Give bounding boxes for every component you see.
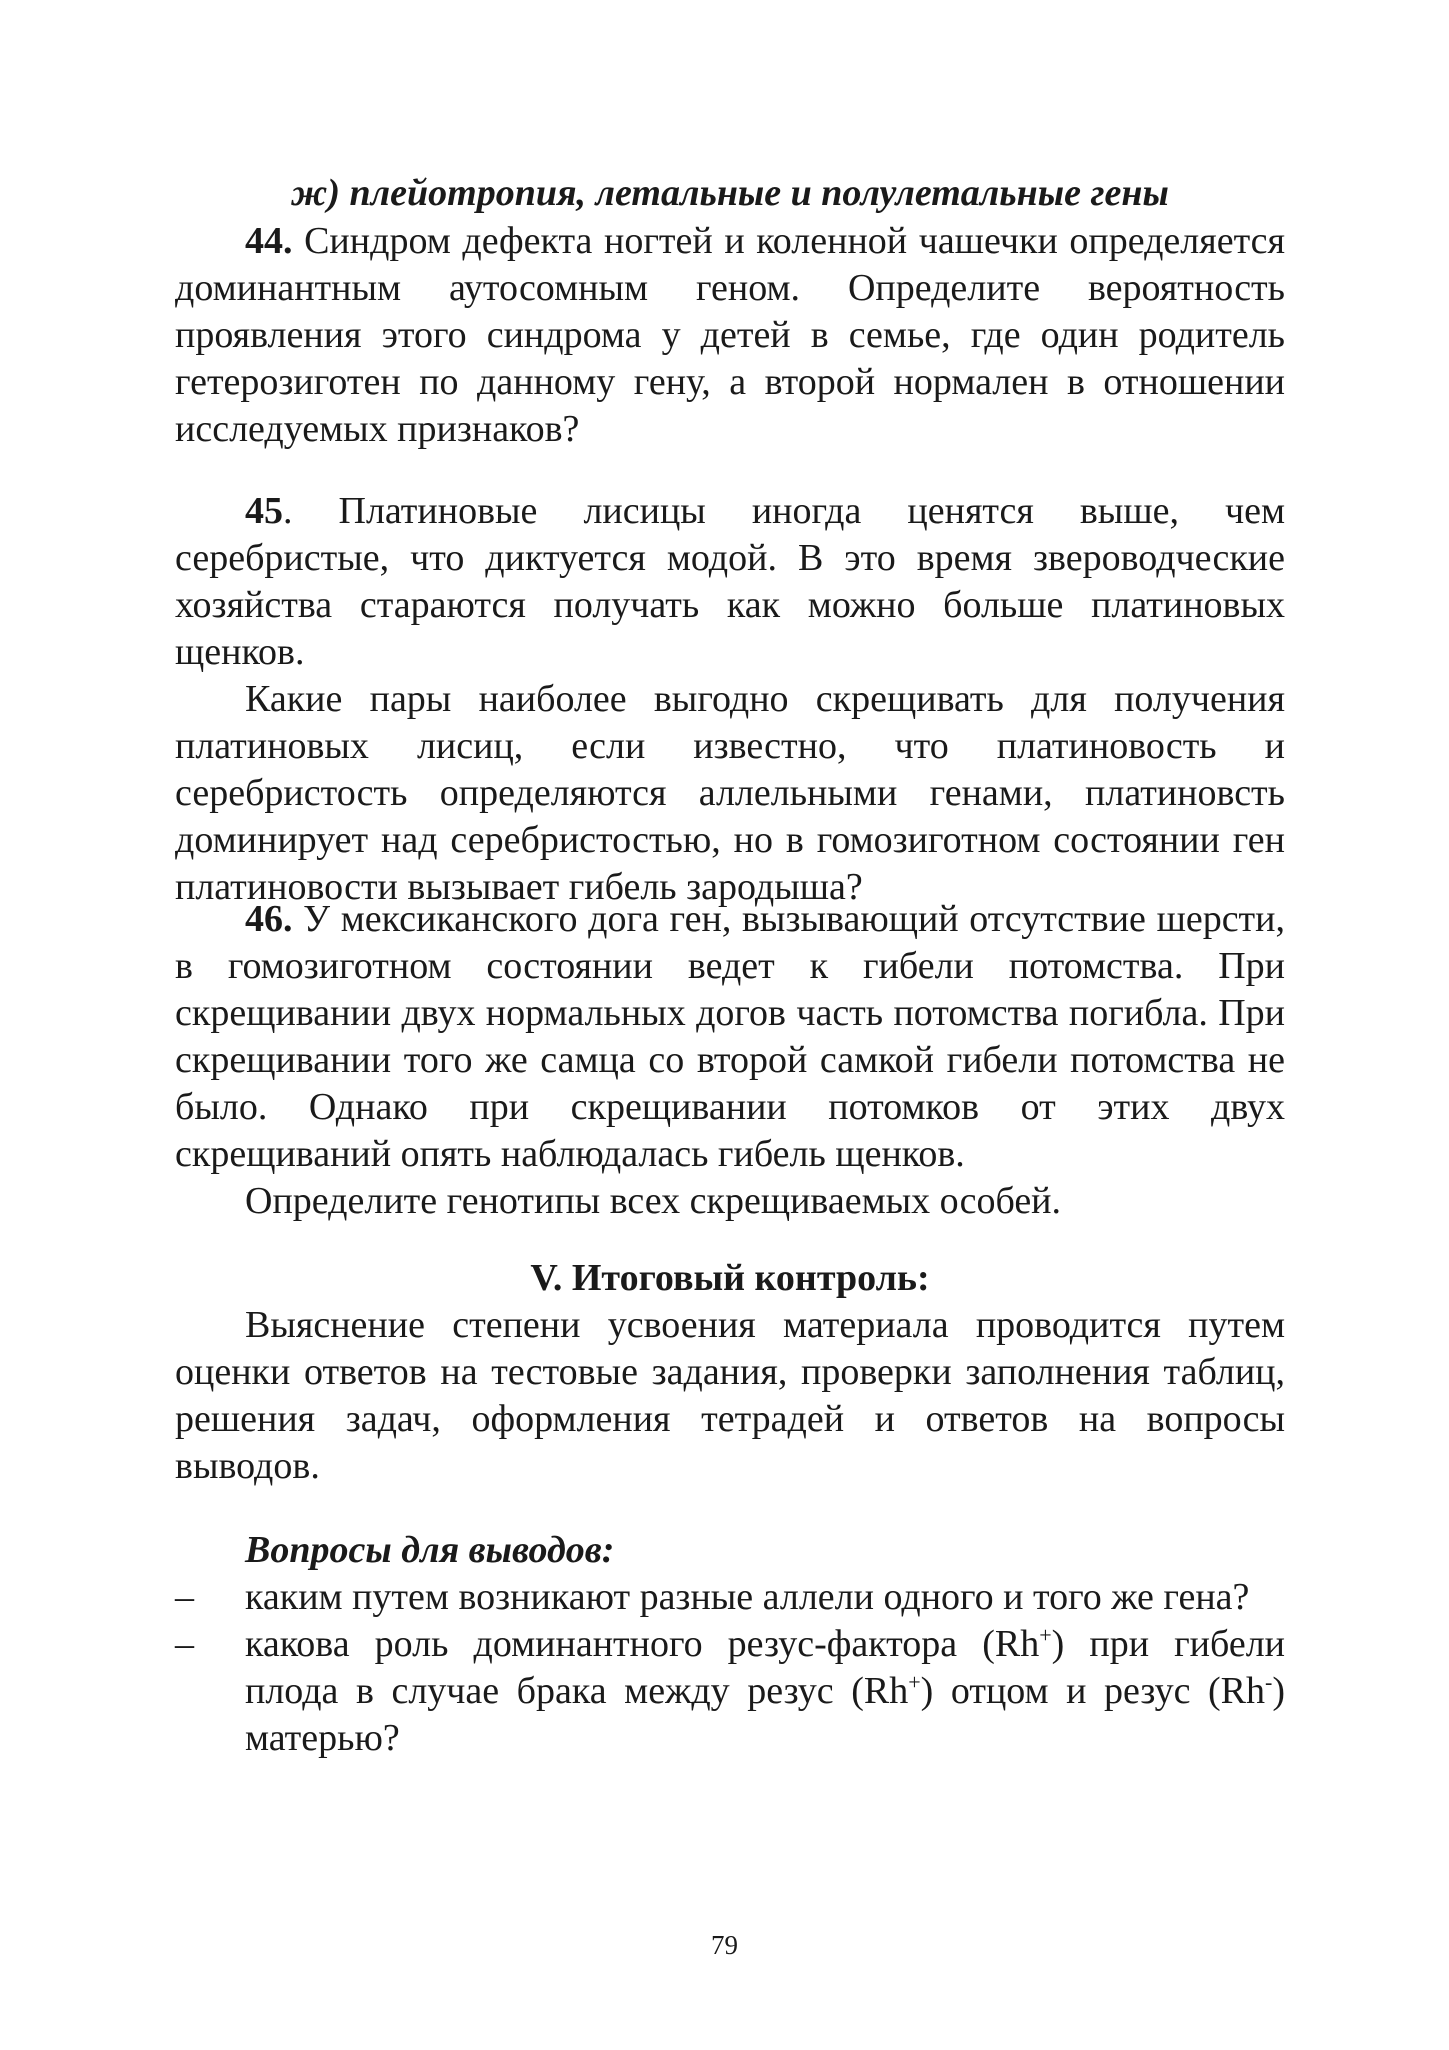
task-45-text: . Платиновые лисицы иногда ценятся выше, чем серебристые, что диктуется модой. В это время звероводческие хозяйства стараются получать как можно больше платиновых щенков. (175, 490, 1285, 673)
conclusions-heading-block (175, 1527, 1285, 1574)
conclusions-list (175, 1574, 1285, 1762)
final-control (175, 1255, 1285, 1490)
page-number: 79 (711, 1930, 738, 1960)
conclusion-question-1-text: каким путем возникают разные аллели одного и того же гена? (245, 1576, 1250, 1618)
task-45-number: 45 (245, 490, 283, 532)
q2-part-c: ) отцом и резус (Rh (920, 1670, 1266, 1712)
conclusion-question-1 (175, 1574, 1285, 1621)
final-control-title: V. Итоговый контроль: (530, 1257, 930, 1299)
q2-sup-3: - (1265, 1669, 1273, 1695)
task-46 (175, 896, 1285, 1225)
dash-bullet: – (175, 1623, 194, 1665)
section-heading: ж) плейотропия, летальные и полулетальные гены (291, 172, 1169, 214)
task-45-question: Какие пары наиболее выгодно скрещивать для получения платиновых лисиц, если известно, что платиновость и серебристость определяются аллельными генами, платиновсть доминирует над серебристостью, но в гомозиготном состоянии ген платиновости вызывает гибель зародыша? (175, 678, 1285, 908)
task-46-number: 46. (245, 898, 293, 940)
dash-bullet: – (175, 1576, 194, 1618)
task-46-text: У мексиканского дога ген, вызывающий отсутствие шерсти, в гомозиготном состоянии ведет к гибели потомства. При скрещивании двух нормальных догов часть потомства погибла. При скрещивании того же самца со второй самкой гибели потомства не было. Однако при скрещивании потомков от этих двух скрещиваний опять наблюдалась гибель щенков. (175, 898, 1285, 1175)
task-44-text: Синдром дефекта ногтей и коленной чашечки определяется доминантным аутосомным геном. Определите вероятность проявления этого синдрома у детей в семье, где один родитель гетерозиготен по данному гену, а второй нормален в отношении исследуемых признаков? (175, 220, 1285, 450)
q2-part-d: ) матерью? (245, 1670, 1285, 1759)
final-control-text: Выяснение степени усвоения материала проводится путем оценки ответов на тестовые задания, проверки заполнения таблиц, решения задач, оформления тетрадей и ответов на вопросы выводов. (175, 1304, 1285, 1487)
q2-part-a: какова роль доминантного резус-фактора (Rh (245, 1623, 1040, 1665)
task-44 (175, 218, 1285, 453)
q2-sup-2: + (908, 1669, 921, 1695)
task-45 (175, 488, 1285, 911)
q2-sup-1: + (1039, 1622, 1052, 1648)
conclusions-title: Вопросы для выводов: (245, 1529, 615, 1571)
conclusion-question-2 (175, 1621, 1285, 1762)
q2-part-b: ) при гибели плода в случае брака между резус (Rh (245, 1623, 1286, 1712)
task-44-number: 44. (245, 220, 293, 262)
task-46-question: Определите генотипы всех скрещиваемых особей. (245, 1180, 1062, 1222)
